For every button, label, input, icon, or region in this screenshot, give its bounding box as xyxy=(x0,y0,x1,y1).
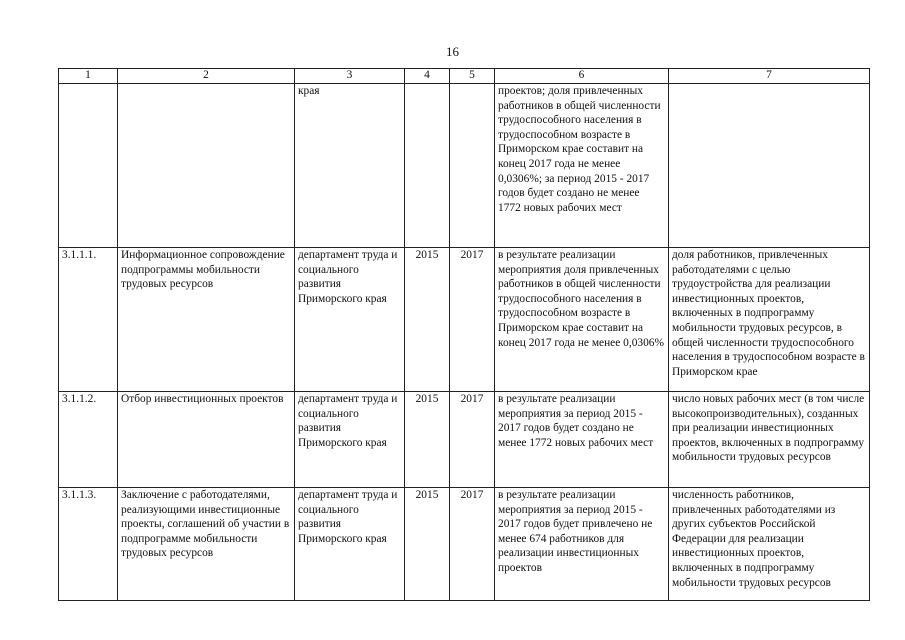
cell-number: 3.1.1.1. xyxy=(59,248,118,392)
cell-activity-name: Заключение с работодателями, реализующими инвестиционные проекты, соглашений об участии в подпрограмме мобильности трудовых ресурсов xyxy=(118,488,295,601)
cell-start-year: 2015 xyxy=(405,392,450,488)
cell-indicator: доля работников, привлеченных работодателями с целью трудоустройства для реализации инвестиционных проектов, включенных в подпрограмму мобильности трудовых ресурсов, в общей численности трудоспособного населения в трудоспособном возрасте в Приморском крае xyxy=(669,248,870,392)
table-row xyxy=(59,248,870,392)
cell-indicator xyxy=(669,84,870,248)
cell-indicator: численность работников, привлеченных работодателями из других субъектов Российской Федерации для реализации инвестиционных проектов, включенных в подпрограмму мобильности трудовых ресурсов xyxy=(669,488,870,601)
cell-executor: департамент труда и социального развития Приморского края xyxy=(295,248,405,392)
column-header-6: 6 xyxy=(495,69,669,84)
column-header-2: 2 xyxy=(118,69,295,84)
cell-executor: департамент труда и социального развития Приморского края xyxy=(295,392,405,488)
column-header-5: 5 xyxy=(450,69,495,84)
cell-number: 3.1.1.2. xyxy=(59,392,118,488)
table-row xyxy=(59,84,870,248)
header-row xyxy=(59,69,870,84)
cell-end-year: 2017 xyxy=(450,488,495,601)
program-table xyxy=(58,68,870,601)
column-header-1: 1 xyxy=(59,69,118,84)
cell-start-year: 2015 xyxy=(405,248,450,392)
table-row xyxy=(59,392,870,488)
cell-executor: департамент труда и социального развития Приморского края xyxy=(295,488,405,601)
cell-end-year: 2017 xyxy=(450,248,495,392)
page-number: 16 xyxy=(446,44,459,59)
cell-start-year xyxy=(405,84,450,248)
table-row xyxy=(59,488,870,601)
cell-activity-name xyxy=(118,84,295,248)
cell-end-year: 2017 xyxy=(450,392,495,488)
column-header-3: 3 xyxy=(295,69,405,84)
cell-expected-result: в результате реализации мероприятия за период 2015 - 2017 годов будет привлечено не менее 674 работников для реализации инвестиционных проектов xyxy=(495,488,669,601)
cell-expected-result: в результате реализации мероприятия доля привлеченных работников в общей численности трудоспособного населения в трудоспособном возрасте в Приморском крае составит на конец 2017 года не менее 0,0306% xyxy=(495,248,669,392)
cell-indicator: число новых рабочих мест (в том числе высокопроизводительных), созданных при реализации инвестиционных проектов, включенных в подпрограмму мобильности трудовых ресурсов xyxy=(669,392,870,488)
column-header-7: 7 xyxy=(669,69,870,84)
cell-end-year xyxy=(450,84,495,248)
cell-number xyxy=(59,84,118,248)
cell-activity-name: Информационное сопровождение подпрограммы мобильности трудовых ресурсов xyxy=(118,248,295,392)
cell-expected-result: в результате реализации мероприятия за период 2015 - 2017 годов будет создано не менее 1772 новых рабочих мест xyxy=(495,392,669,488)
cell-activity-name: Отбор инвестиционных проектов xyxy=(118,392,295,488)
cell-number: 3.1.1.3. xyxy=(59,488,118,601)
column-header-4: 4 xyxy=(405,69,450,84)
cell-expected-result: проектов; доля привлеченных работников в общей численности трудоспособного населения в трудоспособном возрасте в Приморском крае составит на конец 2017 года не менее 0,0306%; за период 2015 - 2017 годов будет создано не менее 1772 новых рабочих мест xyxy=(495,84,669,248)
cell-executor: края xyxy=(295,84,405,248)
cell-start-year: 2015 xyxy=(405,488,450,601)
